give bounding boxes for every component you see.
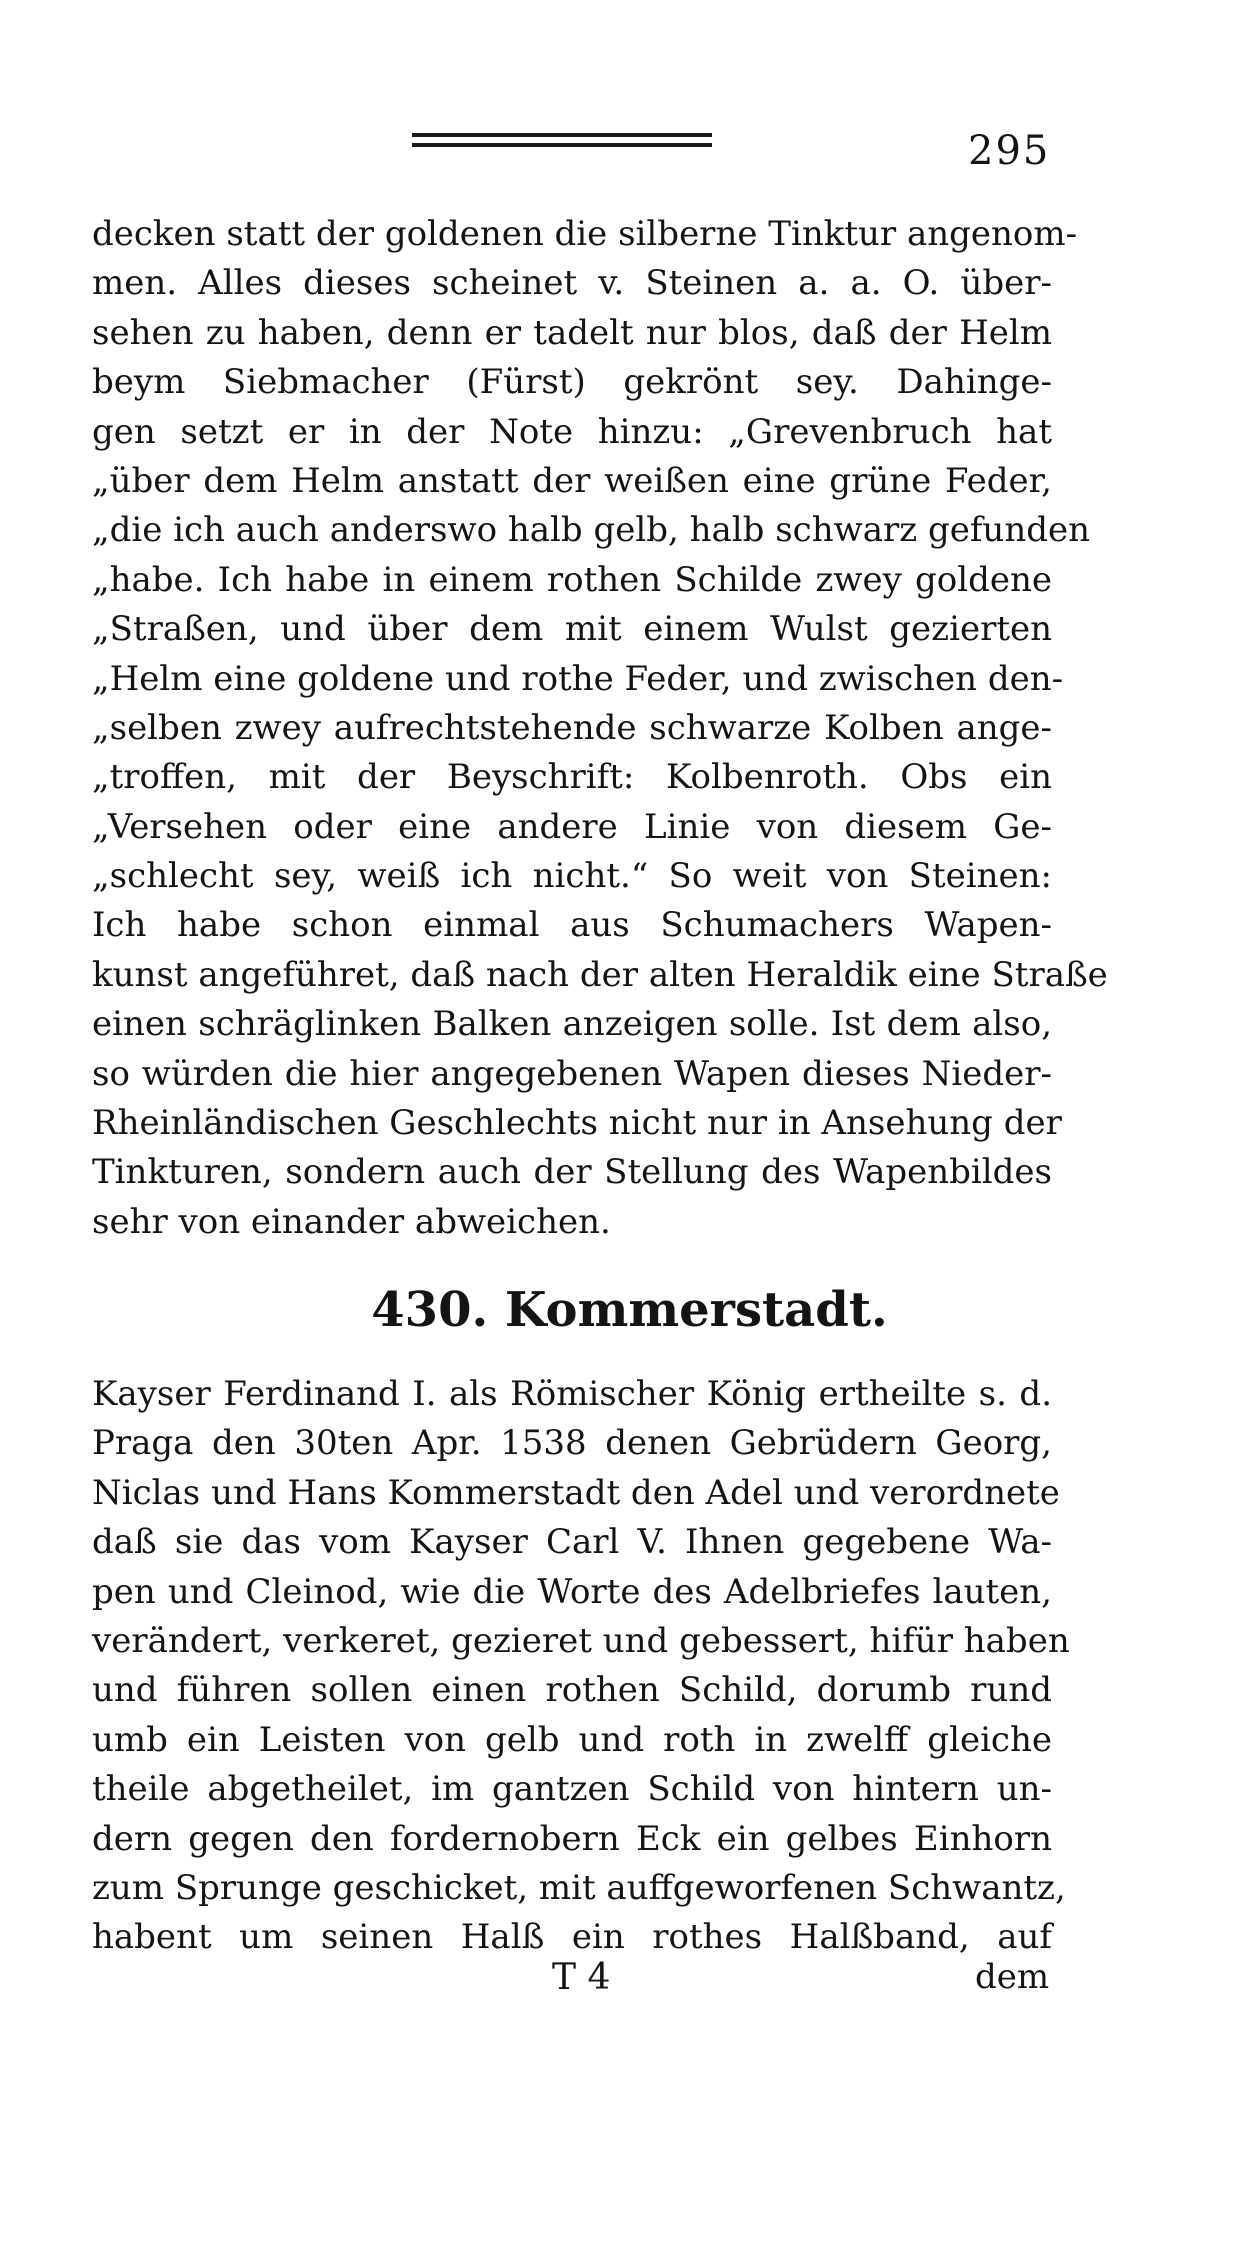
text-line: kunst angeführet, daß nach der alten Heraldik eine Straße xyxy=(92,954,1108,995)
text-line: gen setzt er in der Note hinzu: „Grevenbruch hat xyxy=(92,411,1052,452)
catchword: dem xyxy=(975,1957,1050,1997)
page-number: 295 xyxy=(968,128,1051,174)
text-line: zum Sprunge geschicket, mit auffgeworfenen Schwantz, xyxy=(92,1867,1066,1908)
text-line: beym Siebmacher (Fürst) gekrönt sey. Dahinge- xyxy=(92,362,1052,403)
text-line: theile abgetheilet, im gantzen Schild von hintern un- xyxy=(92,1769,1052,1810)
text-line: daß sie das vom Kayser Carl V. Ihnen gegebene Wa- xyxy=(92,1522,1052,1563)
text-line: „schlecht sey, weiß ich nicht.“ So weit von Steinen: xyxy=(92,856,1052,897)
text-line: Praga den 30ten Apr. 1538 denen Gebrüdern Georg, xyxy=(92,1423,1052,1464)
text-line: Niclas und Hans Kommerstadt den Adel und verordnete xyxy=(92,1472,1060,1513)
text-line: so würden die hier angegebenen Wapen dieses Nieder- xyxy=(92,1053,1052,1094)
text-line: „über dem Helm anstatt der weißen eine grüne Feder, xyxy=(92,460,1052,501)
signature-mark: T 4 xyxy=(552,1957,611,1998)
text-line: habent um seinen Halß ein rothes Halßband, auf xyxy=(92,1917,1052,1958)
text-line: Rheinländischen Geschlechts nicht nur in Ansehung der xyxy=(92,1103,1062,1144)
text-line: „Versehen oder eine andere Linie von diesem Ge- xyxy=(92,806,1052,847)
text-line: umb ein Leisten von gelb und roth in zwelff gleiche xyxy=(92,1719,1052,1760)
text-line: sehen zu haben, denn er tadelt nur blos, daß der Helm xyxy=(92,312,1052,353)
text-line: Tinkturen, sondern auch der Stellung des Wapenbildes xyxy=(92,1152,1052,1193)
text-line: „Helm eine goldene und rothe Feder, und zwischen den- xyxy=(92,658,1064,699)
text-line: „troffen, mit der Beyschrift: Kolbenroth. Obs ein xyxy=(92,757,1052,798)
text-line: und führen sollen einen rothen Schild, dorumb rund xyxy=(92,1670,1052,1711)
text-line: pen und Cleinod, wie die Worte des Adelbriefes lauten, xyxy=(92,1571,1052,1612)
paragraph-continuation xyxy=(92,210,1108,1247)
text-line: Ich habe schon einmal aus Schumachers Wapen- xyxy=(92,905,1052,946)
text-line: „habe. Ich habe in einem rothen Schilde zwey goldene xyxy=(92,559,1052,600)
text-line: „Straßen, und über dem mit einem Wulst gezierten xyxy=(92,609,1052,650)
text-line: decken statt der goldenen die silberne Tinktur angenom- xyxy=(92,214,1078,254)
text-line: sehr von einander abweichen. xyxy=(92,1201,611,1242)
text-line: einen schräglinken Balken anzeigen solle. Ist dem also, xyxy=(92,1004,1052,1045)
text-line: „die ich auch anderswo halb gelb, halb schwarz gefunden xyxy=(92,510,1091,551)
text-line: Kayser Ferdinand I. als Römischer König ertheilte s. d. xyxy=(92,1374,1052,1414)
text-line: verändert, verkeret, gezieret und gebessert, hifür haben xyxy=(92,1620,1070,1661)
text-line: „selben zwey aufrechtstehende schwarze Kolben ange- xyxy=(92,707,1052,748)
text-line: men. Alles dieses scheinet v. Steinen a. a. O. über- xyxy=(92,263,1052,304)
text-line: dern gegen den fordernobern Eck ein gelbes Einhorn xyxy=(92,1818,1052,1859)
paragraph-kommerstadt xyxy=(92,1370,1070,1963)
header-rule xyxy=(412,133,712,137)
header-rule xyxy=(412,143,712,147)
section-heading: 430. Kommerstadt. xyxy=(371,1282,888,1338)
